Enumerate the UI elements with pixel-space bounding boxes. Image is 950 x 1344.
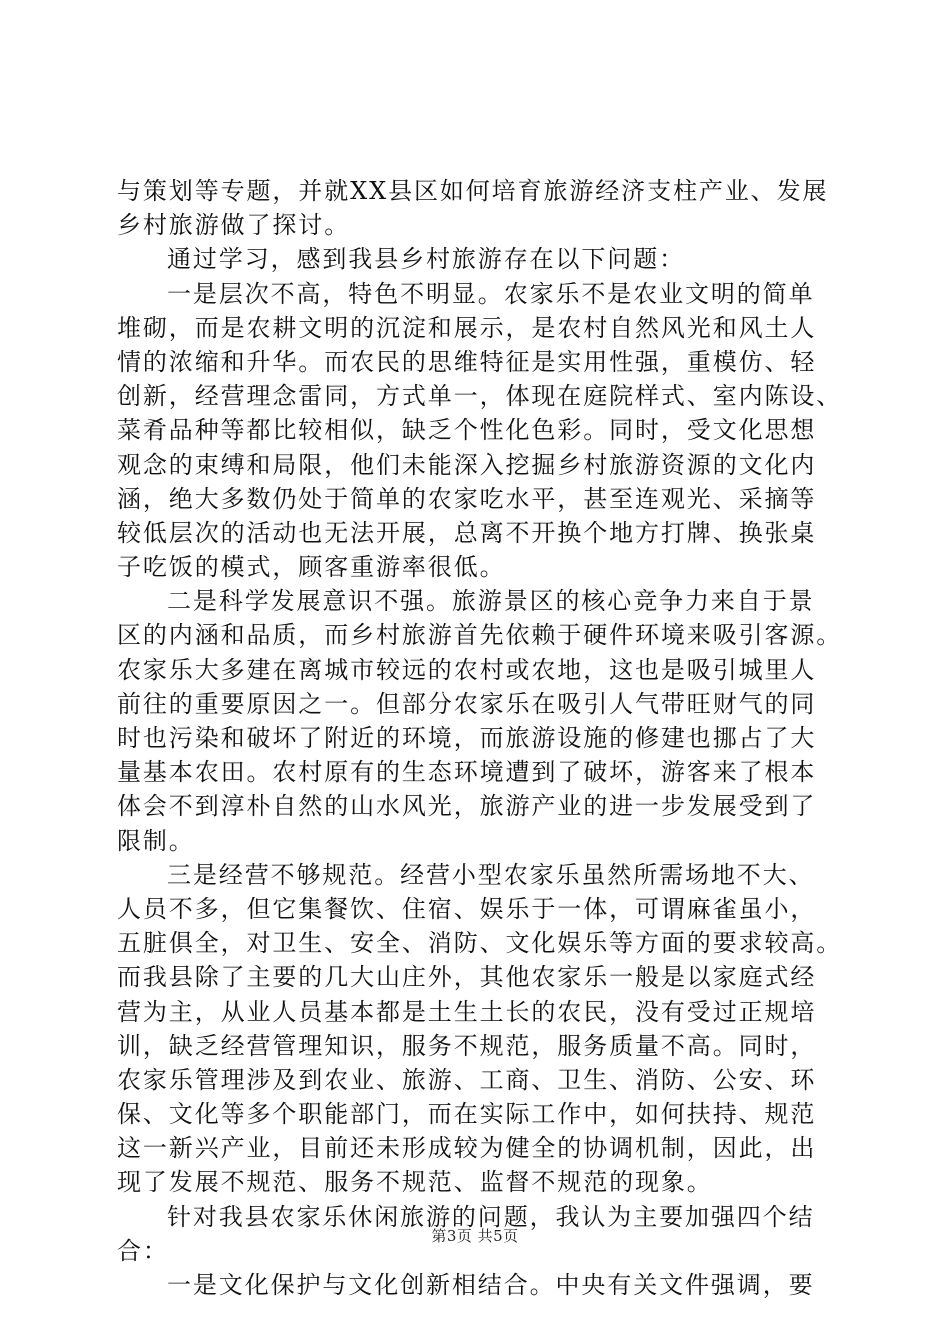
paragraph-line: 堆砌，而是农耕文明的沉淀和展示，是农村自然风光和风土人 (117, 313, 817, 342)
paragraph-line: 创新，经营理念雷同，方式单一，体现在庭院样式、室内陈设、 (117, 382, 843, 411)
paragraph-line: 区的内涵和品质，而乡村旅游首先依赖于硬件环境来吸引客源。 (117, 621, 843, 650)
paragraph-line: 量基本农田。农村原有的生态环境遭到了破坏，游客来了根本 (117, 758, 817, 787)
paragraph-line: 农家乐管理涉及到农业、旅游、工商、卫生、消防、公安、环 (117, 1065, 817, 1094)
paragraph-line: 通过学习，感到我县乡村旅游存在以下问题： (167, 245, 685, 274)
paragraph-line: 菜肴品种等都比较相似，缺乏个性化色彩。同时，受文化思想 (117, 416, 817, 445)
paragraph-line: 体会不到淳朴自然的山水风光，旅游产业的进一步发展受到了 (117, 792, 817, 821)
paragraph-line: 限制。 (117, 826, 195, 855)
paragraph-line: 情的浓缩和升华。而农民的思维特征是实用性强，重模仿、轻 (117, 347, 817, 376)
paragraph-line: 农家乐大多建在离城市较远的农村或农地，这也是吸引城里人 (117, 655, 817, 684)
paragraph-line: 较低层次的活动也无法开展，总离不开换个地方打牌、换张桌 (117, 518, 817, 547)
page-footer (0, 1226, 950, 1246)
paragraph-line: 一是层次不高，特色不明显。农家乐不是农业文明的简单 (167, 279, 815, 308)
paragraph-line: 二是科学发展意识不强。旅游景区的核心竞争力来自于景 (167, 587, 815, 616)
paragraph-line: 训，缺乏经营管理知识，服务不规范，服务质量不高。同时， (117, 1031, 817, 1060)
paragraph-line: 合： (117, 1236, 169, 1265)
paragraph-line: 一是文化保护与文化创新相结合。中央有关文件强调，要 (167, 1271, 815, 1299)
paragraph-line: 子吃饭的模式，顾客重游率很低。 (117, 553, 506, 582)
paragraph-line: 涵，绝大多数仍处于简单的农家吃水平，甚至连观光、采摘等 (117, 484, 817, 513)
paragraph-line: 三是经营不够规范。经营小型农家乐虽然所需场地不大、 (167, 860, 815, 889)
paragraph-line: 针对我县农家乐休闲旅游的问题，我认为主要加强四个结 (167, 1202, 815, 1231)
paragraph-line: 保、文化等多个职能部门，而在实际工作中，如何扶持、规范 (117, 1100, 817, 1129)
paragraph-line: 前往的重要原因之一。但部分农家乐在吸引人气带旺财气的同 (117, 689, 817, 718)
paragraph-line: 观念的束缚和局限，他们未能深入挖掘乡村旅游资源的文化内 (117, 450, 817, 479)
paragraph-line: 营为主，从业人员基本都是土生土长的农民，没有受过正规培 (117, 997, 817, 1026)
paragraph-line: 而我县除了主要的几大山庄外，其他农家乐一般是以家庭式经 (117, 963, 817, 992)
document-body (117, 174, 843, 1302)
paragraph-line: 这一新兴产业，目前还未形成较为健全的协调机制，因此，出 (117, 1134, 817, 1163)
paragraph-line: 时也污染和破坏了附近的环境，而旅游设施的修建也挪占了大 (117, 724, 817, 752)
paragraph-line: 现了发展不规范、服务不规范、监督不规范的现象。 (117, 1168, 713, 1197)
paragraph-line: 与策划等专题，并就XX县区如何培育旅游经济支柱产业、发展 (117, 177, 829, 205)
paragraph-line: 乡村旅游做了探讨。 (117, 211, 351, 240)
page-number-label: 第3页 共5页 (431, 1227, 519, 1245)
paragraph-line: 五脏俱全，对卫生、安全、消防、文化娱乐等方面的要求较高。 (117, 929, 843, 958)
paragraph-line: 人员不多，但它集餐饮、住宿、娱乐于一体，可谓麻雀虽小， (117, 894, 817, 923)
